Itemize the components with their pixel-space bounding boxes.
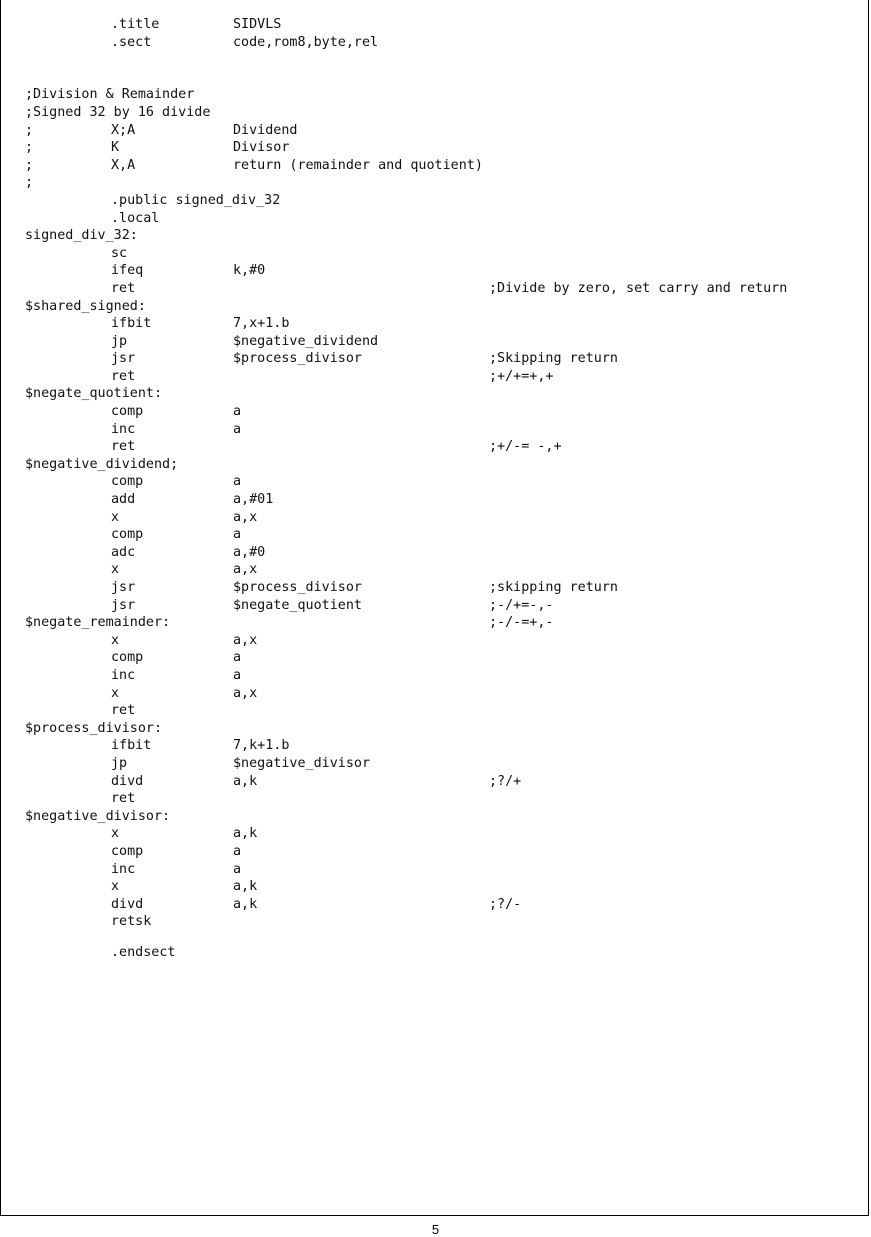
code-operand: a,x xyxy=(233,509,258,525)
code-operand: a,x xyxy=(233,685,258,701)
code-label: ; xyxy=(25,122,34,138)
code-opcode: comp xyxy=(111,843,144,859)
code-opcode: x xyxy=(111,879,120,895)
code-label: $negate_quotient: xyxy=(25,386,163,402)
code-operand: $negative_dividend xyxy=(233,333,379,349)
code-line xyxy=(25,262,865,280)
code-line xyxy=(25,86,865,104)
code-opcode: x xyxy=(111,632,120,648)
code-comment: ;-/+=-,- xyxy=(489,597,554,613)
code-comment: ;?/+ xyxy=(489,773,522,789)
code-opcode: jsr xyxy=(111,351,136,367)
code-line xyxy=(25,944,865,962)
code-comment: ;Divide by zero, set carry and return xyxy=(489,280,788,296)
code-opcode: sc xyxy=(111,245,128,261)
code-opcode: retsk xyxy=(111,914,152,930)
code-opcode: ifeq xyxy=(111,263,144,279)
code-label: $shared_signed: xyxy=(25,298,146,314)
code-opcode: adc xyxy=(111,544,136,560)
code-line xyxy=(25,315,865,333)
code-opcode: x xyxy=(111,562,120,578)
code-opcode: comp xyxy=(111,527,144,543)
code-line xyxy=(25,755,865,773)
code-label: ;Signed 32 by 16 divide xyxy=(25,104,211,120)
code-operand: k,#0 xyxy=(233,263,266,279)
code-line xyxy=(25,34,865,52)
code-opcode: x xyxy=(111,826,120,842)
code-opcode: ifbit xyxy=(111,316,152,332)
code-line xyxy=(25,913,865,931)
code-line xyxy=(25,473,865,491)
code-opcode: divd xyxy=(111,896,144,912)
code-line xyxy=(25,861,865,879)
code-opcode: jp xyxy=(111,333,128,349)
code-line xyxy=(25,157,865,175)
code-line xyxy=(25,350,865,368)
code-opcode: x xyxy=(111,685,120,701)
code-line xyxy=(25,368,865,386)
code-operand: $negative_divisor xyxy=(233,755,371,771)
code-label: $process_divisor: xyxy=(25,720,163,736)
code-operand: Divisor xyxy=(233,140,290,156)
code-operand: a xyxy=(233,667,242,683)
code-operand: $process_divisor xyxy=(233,351,362,367)
code-comment: ;Skipping return xyxy=(489,351,618,367)
code-line xyxy=(25,16,865,34)
code-opcode: .public signed_div_32 xyxy=(111,192,281,208)
code-line xyxy=(25,720,865,738)
code-line xyxy=(25,667,865,685)
code-line xyxy=(25,122,865,140)
code-label: ; xyxy=(25,157,34,173)
code-operand: a xyxy=(233,474,242,490)
code-line xyxy=(25,773,865,791)
code-opcode: inc xyxy=(111,421,136,437)
code-operand: return (remainder and quotient) xyxy=(233,157,483,173)
code-line xyxy=(25,526,865,544)
code-line xyxy=(25,737,865,755)
code-opcode: jsr xyxy=(111,597,136,613)
code-operand: a xyxy=(233,421,242,437)
code-line xyxy=(25,385,865,403)
code-opcode: K xyxy=(111,140,120,156)
code-operand: SIDVLS xyxy=(233,17,282,32)
code-line xyxy=(25,298,865,316)
code-line xyxy=(25,509,865,527)
code-line xyxy=(25,280,865,298)
code-line xyxy=(25,579,865,597)
code-comment: ;-/-=+,- xyxy=(489,615,554,631)
code-line xyxy=(25,685,865,703)
code-line xyxy=(25,896,865,914)
code-line xyxy=(25,649,865,667)
code-opcode: .title xyxy=(111,17,160,32)
code-operand: code,rom8,byte,rel xyxy=(233,34,379,50)
code-label: signed_div_32: xyxy=(25,228,138,244)
code-line xyxy=(25,333,865,351)
code-opcode: x xyxy=(111,509,120,525)
code-line xyxy=(25,825,865,843)
code-line xyxy=(25,69,865,87)
code-opcode: inc xyxy=(111,667,136,683)
code-opcode: .local xyxy=(111,210,160,226)
code-opcode: comp xyxy=(111,404,144,420)
code-opcode: jsr xyxy=(111,580,136,595)
code-label: ;Division & Remainder xyxy=(25,87,195,103)
code-line xyxy=(25,51,865,69)
code-operand: a,#01 xyxy=(233,492,274,508)
code-opcode: ret xyxy=(111,791,136,807)
page-number: 5 xyxy=(431,1222,440,1237)
code-opcode: .sect xyxy=(111,34,152,50)
code-line xyxy=(25,790,865,808)
code-operand: $negate_quotient xyxy=(233,597,362,613)
code-line xyxy=(25,808,865,826)
code-opcode: divd xyxy=(111,773,144,789)
code-operand: Dividend xyxy=(233,122,298,138)
code-operand: 7,k+1.b xyxy=(233,738,290,754)
code-opcode: ret xyxy=(111,280,136,296)
code-operand: a,#0 xyxy=(233,544,266,560)
code-label: $negative_dividend; xyxy=(25,456,179,472)
code-operand: a xyxy=(233,650,242,666)
code-comment: ;skipping return xyxy=(489,580,618,595)
code-operand: a,k xyxy=(233,826,258,842)
code-line xyxy=(25,597,865,615)
code-operand: 7,x+1.b xyxy=(233,316,290,332)
code-listing xyxy=(25,16,865,961)
code-operand: a xyxy=(233,843,242,859)
code-opcode: ret xyxy=(111,439,136,455)
code-line xyxy=(25,438,865,456)
code-line xyxy=(25,491,865,509)
code-opcode: add xyxy=(111,492,136,508)
code-operand: a,x xyxy=(233,632,258,648)
code-operand: a,k xyxy=(233,896,258,912)
code-opcode: comp xyxy=(111,474,144,490)
code-opcode: ifbit xyxy=(111,738,152,754)
code-line xyxy=(25,104,865,122)
code-opcode: ret xyxy=(111,368,136,384)
code-line xyxy=(25,456,865,474)
code-operand: a,k xyxy=(233,773,258,789)
code-opcode: .endsect xyxy=(111,944,176,960)
code-line xyxy=(25,210,865,228)
code-line xyxy=(25,403,865,421)
code-opcode: X;A xyxy=(111,122,136,138)
code-opcode: comp xyxy=(111,650,144,666)
code-opcode: ret xyxy=(111,703,136,719)
code-line xyxy=(25,245,865,263)
code-comment: ;+/-= -,+ xyxy=(489,439,562,455)
code-label: $negate_remainder: xyxy=(25,615,171,631)
code-operand: a xyxy=(233,527,242,543)
code-opcode: inc xyxy=(111,861,136,877)
code-operand: $process_divisor xyxy=(233,580,362,595)
code-comment: ;+/+=+,+ xyxy=(489,368,554,384)
code-line xyxy=(25,878,865,896)
code-line xyxy=(25,227,865,245)
code-operand: a,k xyxy=(233,879,258,895)
code-label: $negative_divisor: xyxy=(25,808,171,824)
code-line xyxy=(25,544,865,562)
code-operand: a xyxy=(233,861,242,877)
code-line xyxy=(25,192,865,210)
code-comment: ;?/- xyxy=(489,896,522,912)
code-line xyxy=(25,843,865,861)
code-line xyxy=(25,174,865,192)
code-opcode: jp xyxy=(111,755,128,771)
code-label: ; xyxy=(25,175,34,191)
code-operand: a xyxy=(233,404,242,420)
code-line xyxy=(25,139,865,157)
code-line xyxy=(25,561,865,579)
code-line xyxy=(25,421,865,439)
code-line xyxy=(25,702,865,720)
code-line xyxy=(25,632,865,650)
code-line xyxy=(25,614,865,632)
code-opcode: X,A xyxy=(111,157,136,173)
code-operand: a,x xyxy=(233,562,258,578)
code-label: ; xyxy=(25,140,34,156)
